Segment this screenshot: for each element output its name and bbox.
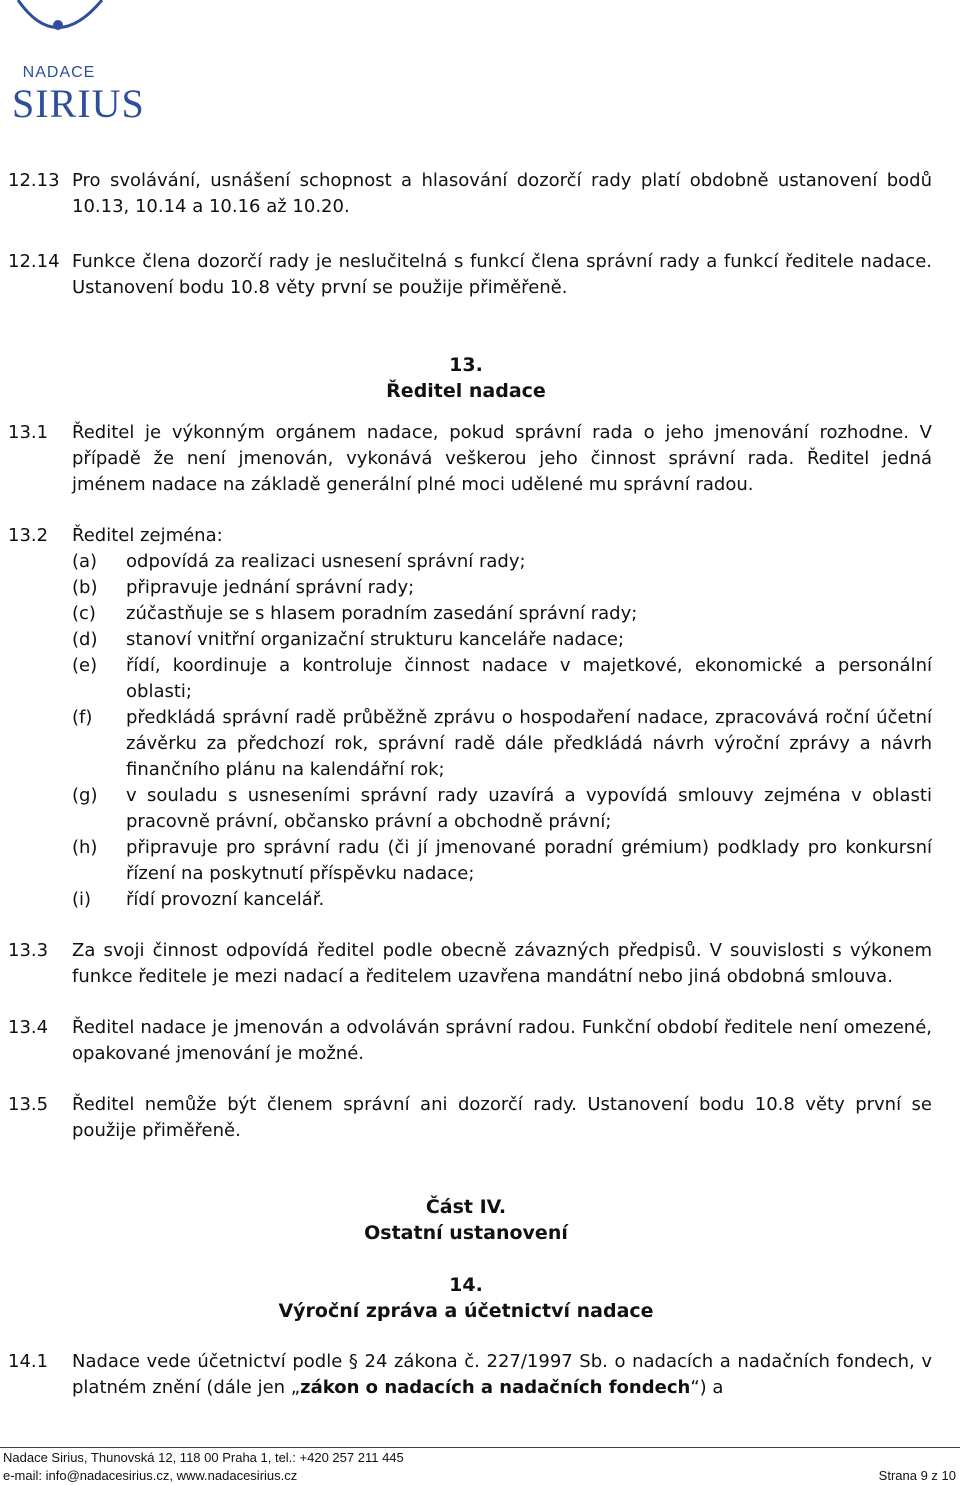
item-label: (d) — [72, 629, 98, 650]
clause-13-1 — [0, 420, 960, 498]
item-text: řídí provozní kancelář. — [126, 889, 325, 910]
part-4-heading — [0, 1194, 960, 1246]
section-title: Výroční zpráva a účetnictví nadace — [278, 1300, 654, 1322]
clause-number: 13.2 — [8, 525, 49, 546]
item-label: (b) — [72, 577, 98, 598]
item-label: (c) — [72, 603, 96, 624]
page-number: Strana 9 z 10 — [878, 1468, 956, 1483]
clause-text — [72, 1349, 932, 1401]
clause-13-5 — [0, 1092, 960, 1144]
item-label: (i) — [72, 889, 92, 910]
clause-13-3 — [0, 938, 960, 990]
clause-13-2 — [0, 523, 960, 913]
item-text: v souladu s usneseními správní rady uzavírá a vypovídá smlouvy zejména v oblasti pracovně právní, občansko právní a obchodně právní; — [126, 785, 932, 832]
item-text: připravuje pro správní radu (či jí jmenované poradní grémium) podklady pro konkursní řízení na poskytnutí příspěvku nadace; — [126, 837, 932, 884]
item-text: připravuje jednání správní rady; — [126, 577, 415, 598]
list-item — [72, 601, 932, 627]
item-text: řídí, koordinuje a kontroluje činnost nadace v majetkové, ekonomické a personální oblasti; — [126, 655, 932, 702]
list-item — [72, 627, 932, 653]
part-subtitle: Ostatní ustanovení — [364, 1222, 568, 1244]
document-body — [0, 168, 960, 1401]
list-item — [72, 653, 932, 705]
clause-text: Pro svolávání, usnášení schopnost a hlasování dozorčí rady platí obdobně ustanovení bodů 10.13, 10.14 a 10.16 až 10.20. — [72, 170, 932, 217]
section-number: 13. — [449, 354, 483, 376]
item-label: (f) — [72, 707, 93, 728]
section-title: Ředitel nadace — [386, 380, 546, 402]
clause-text-bold: zákon o nadacích a nadačních fondech — [300, 1377, 691, 1398]
item-label: (h) — [72, 837, 98, 858]
list-item — [72, 783, 932, 835]
clause-text: Funkce člena dozorčí rady je neslučitelná s funkcí člena správní rady a funkcí ředitele nadace. Ustanovení bodu 10.8 věty první se použije přiměřeně. — [72, 251, 932, 298]
clause-number: 14.1 — [8, 1351, 49, 1372]
clause-text-before: Nadace vede účetnictví podle § 24 zákona č. 227/1997 Sb. o nadacích a nadačních fondech, v platném znění (dále jen „ — [72, 1351, 932, 1398]
item-text: stanoví vnitřní organizační strukturu kanceláře nadace; — [126, 629, 625, 650]
item-text: odpovídá za realizaci usnesení správní rady; — [126, 551, 526, 572]
clause-intro: Ředitel zejména: — [72, 525, 223, 546]
item-label: (e) — [72, 655, 98, 676]
logo-line2: SIRIUS — [12, 81, 145, 126]
clause-12-14 — [0, 249, 960, 301]
logo — [6, 0, 146, 125]
item-text: zúčastňuje se s hlasem poradním zasedání správní rady; — [126, 603, 638, 624]
clause-13-4 — [0, 1015, 960, 1067]
clause-14-1 — [0, 1349, 960, 1401]
clause-text: Ředitel nemůže být členem správní ani dozorčí rady. Ustanovení bodu 10.8 věty první se použije přiměřeně. — [72, 1094, 932, 1141]
clause-number: 13.3 — [8, 940, 49, 961]
section-number: 14. — [449, 1274, 483, 1296]
footer-contact: e-mail: info@nadacesirius.cz, www.nadacesirius.cz — [3, 1468, 298, 1483]
clause-number: 12.13 — [8, 170, 60, 191]
list-item — [72, 835, 932, 887]
item-label: (g) — [72, 785, 98, 806]
list-item — [72, 705, 932, 783]
list-item — [72, 575, 932, 601]
footer-divider — [0, 1447, 960, 1448]
part-title: Část IV. — [425, 1196, 507, 1218]
clause-number: 12.14 — [8, 251, 60, 272]
clause-number: 13.4 — [8, 1017, 49, 1038]
section-14-heading — [0, 1272, 960, 1324]
clause-12-13 — [0, 168, 960, 220]
item-label: (a) — [72, 551, 98, 572]
clause-text-after: “) a — [690, 1377, 724, 1398]
clause-text: Ředitel nadace je jmenován a odvoláván správní radou. Funkční období ředitele není omezené, opakované jmenování je možné. — [72, 1017, 932, 1064]
clause-number: 13.5 — [8, 1094, 49, 1115]
clause-text: Za svoji činnost odpovídá ředitel podle obecně závazných předpisů. V souvislosti s výkonem funkce ředitele je mezi nadací a ředitelem uzavřena mandátní nebo jiná obdobná smlouva. — [72, 940, 932, 987]
footer-address: Nadace Sirius, Thunovská 12, 118 00 Praha 1, tel.: +420 257 211 445 — [3, 1450, 404, 1465]
logo-arc-icon — [6, 0, 146, 70]
logo-line1: NADACE — [22, 64, 96, 81]
clause-text: Ředitel je výkonným orgánem nadace, pokud správní rada o jeho jmenování rozhodne. V případě že není jmenován, vykonává veškerou jeho činnost správní rada. Ředitel jedná jménem nadace na základě generální plné moci udělené mu správní radou. — [72, 422, 932, 495]
item-text: předkládá správní radě průběžně zprávu o hospodaření nadace, zpracovává roční účetní závěrku za předchozí rok, správní radě dále předkládá návrh výroční zprávy a návrh finančního plánu na kalendářní rok; — [126, 707, 932, 780]
list-item — [72, 549, 932, 575]
list-item — [72, 887, 932, 913]
clause-number: 13.1 — [8, 422, 49, 443]
section-13-heading — [0, 352, 960, 404]
